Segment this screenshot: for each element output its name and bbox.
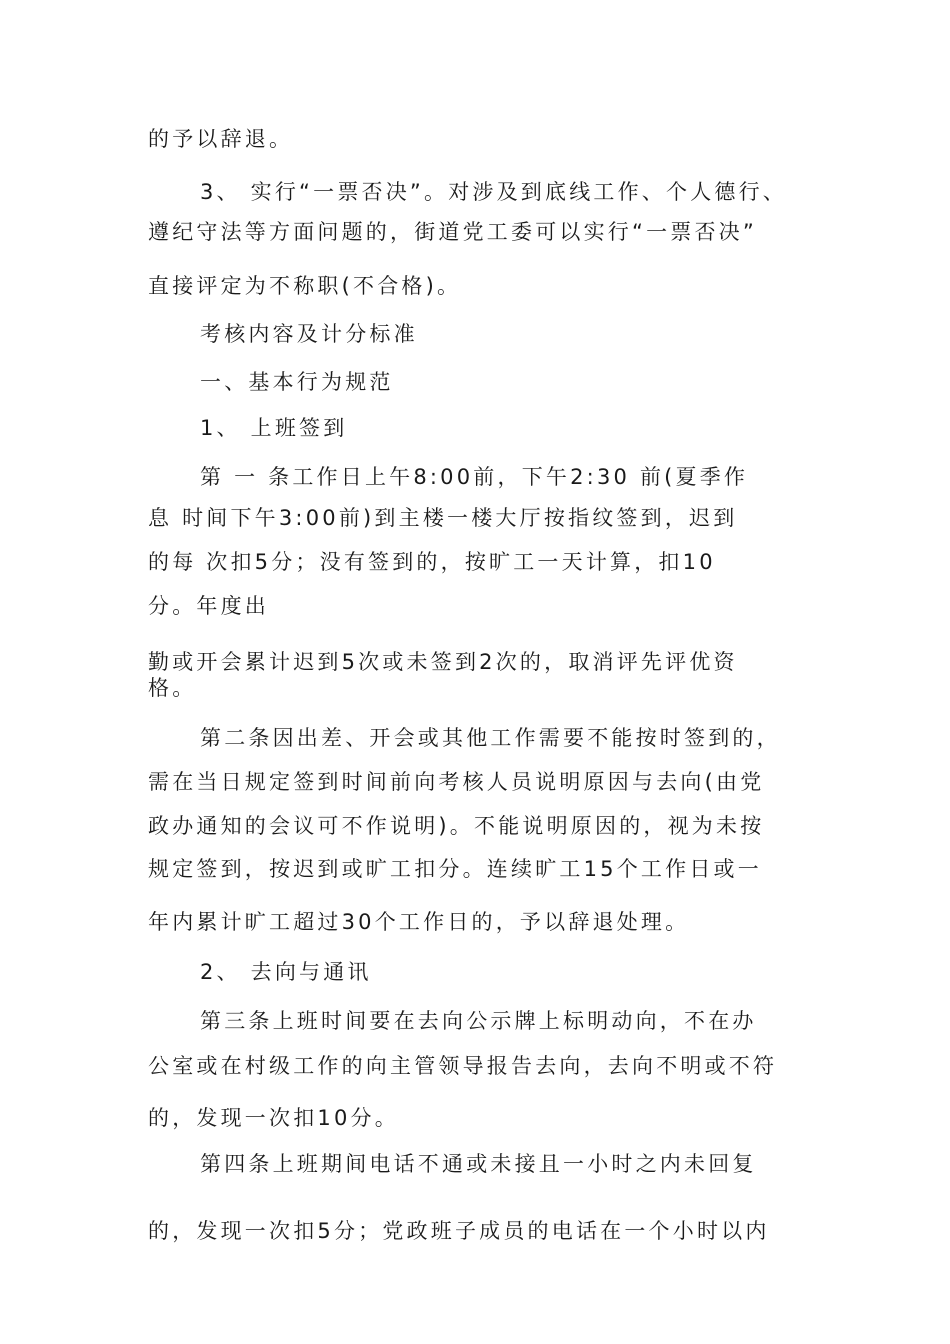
section-heading: 一、基本行为规范 bbox=[200, 370, 394, 394]
text-line: 需在当日规定签到时间前向考核人员说明原因与去向(由党 bbox=[148, 770, 765, 794]
text-line: 政办通知的会议可不作说明)。不能说明原因的，视为未按 bbox=[148, 814, 765, 838]
text-line: 公室或在村级工作的向主管领导报告去向，去向不明或不符 bbox=[148, 1054, 778, 1078]
text-line: 年内累计旷工超过30个工作日的，予以辞退处理。 bbox=[148, 910, 690, 934]
text-line: 息 时间下午3:00前)到主楼一楼大厅按指纹签到，迟到 bbox=[148, 506, 738, 530]
text-line: 第三条上班时间要在去向公示牌上标明动向，不在办 bbox=[200, 1009, 757, 1033]
text-line: 的，发现一次扣10分。 bbox=[148, 1106, 399, 1130]
text-line: 3、 实行“一票否决”。对涉及到底线工作、个人德行、 bbox=[200, 180, 787, 204]
section-heading: 考核内容及计分标准 bbox=[200, 322, 418, 346]
text-line: 第二条因出差、开会或其他工作需要不能按时签到的， bbox=[200, 726, 781, 750]
subsection-heading: 2、 去向与通讯 bbox=[200, 960, 372, 984]
text-line: 的每 次扣5分；没有签到的，按旷工一天计算，扣10 bbox=[148, 550, 716, 574]
text-line: 规定签到，按迟到或旷工扣分。连续旷工15个工作日或一 bbox=[148, 857, 762, 881]
subsection-heading: 1、 上班签到 bbox=[200, 416, 348, 440]
text-line: 直接评定为不称职(不合格)。 bbox=[148, 274, 462, 298]
text-line: 的予以辞退。 bbox=[148, 127, 294, 151]
text-line: 第四条上班期间电话不通或未接且一小时之内未回复 bbox=[200, 1152, 757, 1176]
text-line: 勤或开会累计迟到5次或未签到2次的，取消评先评优资 bbox=[148, 650, 738, 674]
text-line: 的，发现一次扣5分；党政班子成员的电话在一个小时以内 bbox=[148, 1219, 770, 1243]
text-line: 第 一 条工作日上午8:00前，下午2:30 前(夏季作 bbox=[200, 465, 749, 489]
text-line: 遵纪守法等方面问题的，街道党工委可以实行“一票否决” bbox=[148, 220, 757, 244]
text-line: 分。年度出 bbox=[148, 594, 269, 618]
text-line: 格。 bbox=[148, 676, 197, 700]
